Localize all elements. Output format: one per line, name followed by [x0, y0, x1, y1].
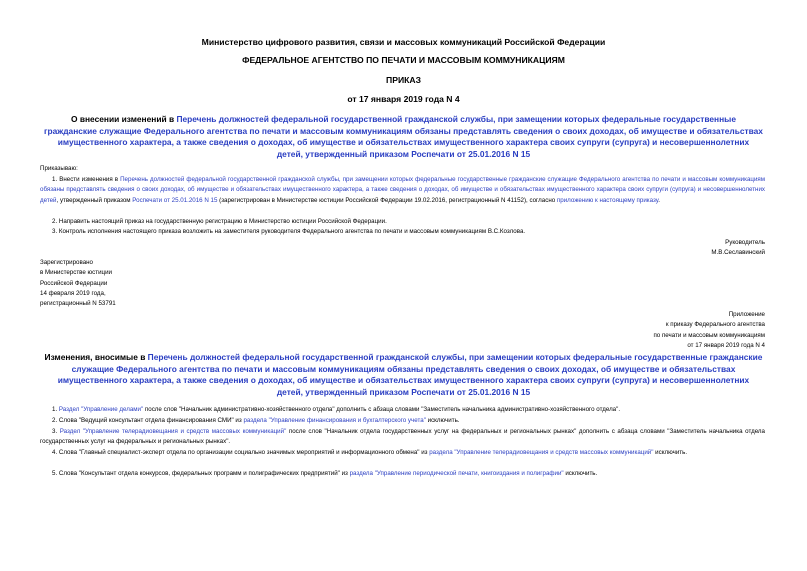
- signature-block: [711, 238, 765, 259]
- order-item-1-mid: , утвержденный приказом: [56, 196, 133, 204]
- appendix-header-line: по печати и массовым коммуникациям: [653, 331, 765, 339]
- order-item-3: [40, 227, 765, 237]
- order-item-1: [40, 175, 765, 206]
- order-title: [44, 114, 763, 160]
- change-2-prefix: 2. Слова "Ведущий консультант отдела финансирования СМИ" из: [52, 417, 244, 424]
- order-item-2-text: 2. Направить настоящий приказ на государственную регистрацию в Министерство юстиции Российской Федерации.: [52, 218, 387, 225]
- appendix-link[interactable]: приложению к настоящему приказу: [556, 196, 659, 204]
- agency-name: ФЕДЕРАЛЬНОЕ АГЕНТСТВО ПО ПЕЧАТИ И МАССОВЫМ КОММУНИКАЦИЯМ: [242, 55, 565, 65]
- ministry-name: Министерство цифрового развития, связи и массовых коммуникаций Российской Федерации: [201, 37, 606, 47]
- appendix-title-link[interactable]: Перечень должностей федеральной государственной гражданской службы, при замещении которых федеральные государственные гражданские служащие Федерального агентства по печати и массовым коммуникациям обязаны представлять сведения о своих доходах, об имуществе и обязательствах имущественного характера, а также сведения о доходах, об имуществе и обязательствах имущественного характера своих супруги (супруга) и несовершеннолетних детей, утвержденный приказом Роспечати от 25.01.2016 N 15: [57, 352, 763, 397]
- section-affairs-link[interactable]: Раздел "Управление делами": [58, 406, 144, 413]
- signature-name: М.В.Сеславинский: [711, 249, 765, 257]
- appendix-title: [44, 352, 763, 398]
- change-4-suffix: исключить.: [653, 449, 688, 456]
- change-item-2: [40, 416, 765, 426]
- section-broadcasting-link[interactable]: Раздел "Управление телерадиовещания и средств массовых коммуникаций": [59, 428, 287, 435]
- registration-line: Российской Федерации: [40, 279, 108, 287]
- appendix-header-line: Приложение: [728, 311, 765, 318]
- registration-line: Зарегистрировано: [40, 259, 93, 266]
- registration-block: [40, 258, 116, 309]
- signature-position: Руководитель: [725, 239, 765, 246]
- order-title-link[interactable]: Перечень должностей федеральной государственной гражданской службы, при замещении которых федеральные государственные гражданские служащие Федерального агентства по печати и массовым коммуникациям обязаны представлять сведения о своих доходах, об имуществе и обязательствах имущественного характера, а также сведения о доходах, об имуществе и обязательствах имущественного характера своих супруги (супруга) и несовершеннолетних детей, утвержденный приказом Роспечати от 25.01.2016 N 15: [44, 114, 763, 159]
- change-item-1: [40, 405, 765, 415]
- change-3-text: после слов "Начальник отдела государственных услуг на федеральных и региональных рынках" дополнить с абзаца словами "Заместитель начальника отдела государственных услуг на федеральных и региональных рынках".: [40, 428, 765, 446]
- appendix-header-line: к приказу Федерального агентства: [665, 321, 765, 329]
- appendix-header-line: от 17 января 2019 года N 4: [687, 341, 765, 349]
- document-type: ПРИКАЗ: [386, 75, 421, 85]
- section-finance-link[interactable]: раздела "Управление финансирования и бухгалтерского учета": [243, 417, 426, 424]
- change-2-suffix: исключить.: [425, 417, 460, 424]
- registration-line: регистрационный N 53791: [40, 300, 116, 308]
- order-item-1-end: .: [658, 196, 660, 204]
- change-3-number: 3.: [52, 428, 60, 435]
- change-5-prefix: 5. Слова "Консультант отдела конкурсов, федеральных программ и полиграфических предприятий" из: [52, 470, 350, 477]
- order-title-prefix: О внесении изменений в: [71, 114, 177, 124]
- order-item-1-registration: (зарегистрирован в Министерстве юстиции Российской Федерации 19.02.2016, регистрационный N 41152), согласно: [217, 196, 557, 204]
- list-link[interactable]: Перечень должностей федеральной государственной гражданской службы, при замещении которых федеральные государственные гражданские служащие Федерального агентства по печати и массовым коммуникациям обязаны представлять сведения о своих доходах, об имуществе и обязательствах имущественного характера, а также сведения о доходах, об имуществе и обязательствах имущественного характера своих супруги (супруга) и несовершеннолетних детей: [40, 176, 766, 204]
- order-item-2: [40, 217, 765, 227]
- section-broadcasting-link-2[interactable]: раздела "Управление телерадиовещания и средств массовых коммуникаций": [429, 449, 654, 456]
- change-item-4: [40, 448, 765, 458]
- order-item-1-prefix: 1. Внести изменения в: [52, 176, 121, 183]
- registration-line: 14 февраля 2019 года,: [40, 289, 106, 297]
- change-item-5: [40, 469, 765, 479]
- order-intro: Приказываю:: [40, 165, 78, 172]
- registration-line: в Министерстве юстиции: [40, 269, 113, 277]
- change-1-text: после слов "Начальник административно-хозяйственного отдела" дополнить с абзаца словами "Заместитель начальника административно-хозяйственного отдела".: [143, 406, 621, 413]
- change-1-number: 1.: [52, 406, 59, 413]
- appendix-header: [653, 310, 765, 351]
- appendix-title-prefix: Изменения, вносимые в: [44, 352, 148, 362]
- section-periodicals-link[interactable]: раздела "Управление периодической печати, книгоиздания и полиграфии": [349, 470, 564, 477]
- change-5-suffix: исключить.: [563, 470, 598, 477]
- change-item-3: [40, 427, 765, 448]
- order-2016-link[interactable]: Роспечати от 25.01.2016 N 15: [132, 196, 218, 204]
- order-item-3-text: 3. Контроль исполнения настоящего приказа возложить на заместителя руководителя Федерального агентства по печати и массовым коммуникациям В.С.Козлова.: [52, 228, 526, 235]
- document-date-number: от 17 января 2019 года N 4: [347, 94, 460, 104]
- change-4-prefix: 4. Слова "Главный специалист-эксперт отдела по организации социально значимых мероприятий и информационного обмена" из: [52, 449, 430, 456]
